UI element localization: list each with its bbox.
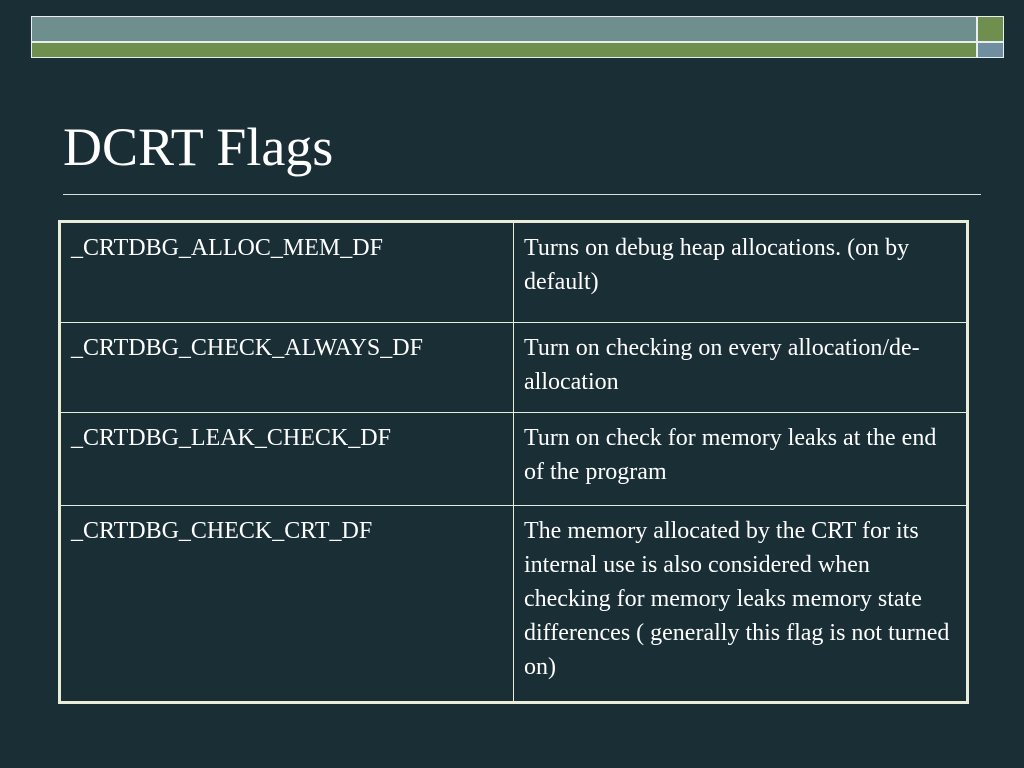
flag-name-cell: _CRTDBG_CHECK_CRT_DF bbox=[60, 506, 514, 703]
table-row bbox=[60, 413, 968, 506]
title-divider bbox=[63, 194, 981, 195]
table-row bbox=[60, 222, 968, 323]
flag-name-cell: _CRTDBG_LEAK_CHECK_DF bbox=[60, 413, 514, 506]
flag-name-cell: _CRTDBG_ALLOC_MEM_DF bbox=[60, 222, 514, 323]
header-square-bottom bbox=[977, 42, 1004, 58]
flag-name-cell: _CRTDBG_CHECK_ALWAYS_DF bbox=[60, 323, 514, 413]
table-row bbox=[60, 323, 968, 413]
header-bar-top bbox=[31, 16, 977, 42]
header-square-top bbox=[977, 16, 1004, 42]
flag-description-cell: Turn on check for memory leaks at the end of the program bbox=[514, 413, 968, 506]
header-bar-bottom bbox=[31, 42, 977, 58]
flag-description-cell: Turns on debug heap allocations. (on by default) bbox=[514, 222, 968, 323]
table-row bbox=[60, 506, 968, 703]
slide-title: DCRT Flags bbox=[63, 117, 334, 177]
flag-description-cell: Turn on checking on every allocation/de-allocation bbox=[514, 323, 968, 413]
flags-table bbox=[58, 220, 969, 704]
flag-description-cell: The memory allocated by the CRT for its internal use is also considered when checking for memory leaks memory state differences ( generally this flag is not turned on) bbox=[514, 506, 968, 703]
